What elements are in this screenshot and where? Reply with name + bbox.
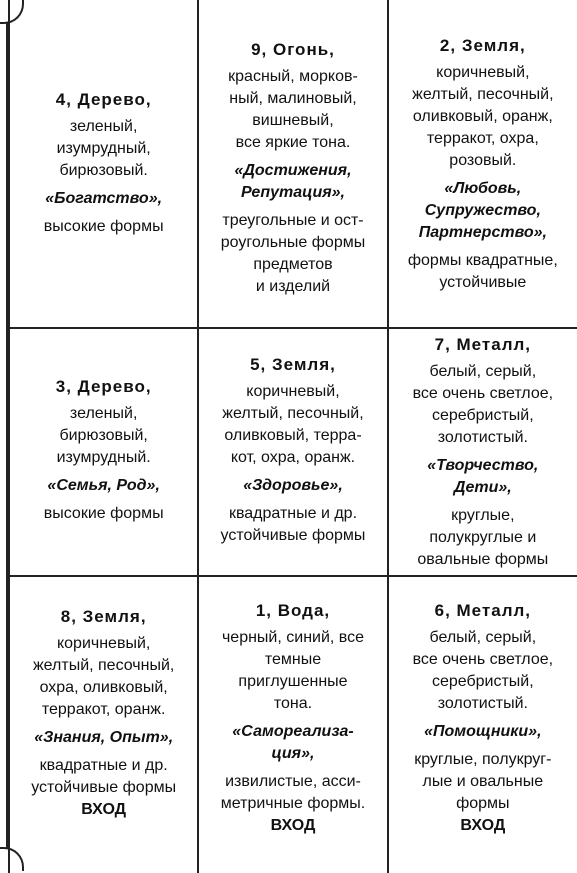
aspiration-line: Дети», [453, 479, 512, 496]
color-line: желтый, песочный, [222, 405, 364, 422]
sector-heading: 9, Огонь, [251, 40, 335, 59]
color-line: черный, синий, все [221, 629, 365, 646]
aspiration-block [427, 455, 538, 499]
color-line: терракот, оранж. [41, 701, 166, 718]
aspiration-line: ция», [271, 745, 315, 762]
shape-line: формы [456, 795, 510, 812]
color-line: ный, малиновый, [229, 90, 357, 107]
color-line: все яркие тона. [235, 134, 351, 151]
color-line: белый, серый, [429, 363, 537, 380]
sector-cell [9, 328, 198, 576]
shape-line: овальные формы [417, 551, 549, 568]
shape-line: полукруглые и [429, 529, 537, 546]
color-line: бирюзовый. [59, 162, 148, 179]
color-line: бирюзовый, [59, 427, 148, 444]
shape-line: высокие формы [43, 218, 164, 235]
aspiration-line: «Богатство», [45, 190, 163, 207]
aspiration-line: «Знания, Опыт», [34, 729, 174, 746]
aspiration-line: «Семья, Род», [47, 477, 160, 494]
sector-cell [388, 576, 577, 873]
shape-line: квадратные и др. [39, 757, 168, 774]
color-line: коричневый, [56, 635, 151, 652]
sector-content [203, 40, 382, 327]
shape-line: роугольные формы [220, 234, 366, 251]
shape-line: круглые, полукруг- [414, 751, 552, 768]
sector-heading: 3, Дерево, [55, 377, 152, 396]
sector-heading: 7, Металл, [434, 335, 532, 354]
shape-line: метричные формы. [220, 795, 366, 812]
color-line: зеленый, [69, 118, 138, 135]
shape-line: треугольные и ост- [222, 212, 364, 229]
aspiration-block [34, 727, 173, 749]
shape-line: предметов [253, 256, 333, 273]
color-line: охра, оливковый, [39, 679, 168, 696]
shape-line: извилистые, асси- [225, 773, 361, 790]
entrance-label: ВХОД [460, 817, 506, 834]
color-line: зеленый, [69, 405, 138, 422]
sector-heading: 2, Земля, [439, 36, 526, 55]
sector-content [14, 607, 193, 873]
color-line: изумрудный. [56, 449, 151, 466]
color-line: все очень светлое, [412, 651, 554, 668]
aspiration-block [47, 475, 159, 497]
color-line: терракот, охра, [426, 130, 539, 147]
sector-content [393, 335, 573, 575]
sector-cell [198, 328, 387, 576]
aspiration-line: «Здоровье», [243, 477, 343, 494]
color-line: коричневый, [436, 64, 530, 81]
color-line: красный, морков- [228, 68, 358, 85]
color-line: серебристый, [431, 407, 534, 424]
shape-line: устойчивые формы [220, 527, 366, 544]
aspiration-line: Партнерство», [418, 224, 547, 241]
aspiration-block [243, 475, 343, 497]
color-line: золотистый. [437, 695, 528, 712]
bagua-grid [8, 0, 577, 873]
sector-heading: 8, Земля, [60, 607, 147, 626]
entrance-label: ВХОД [81, 801, 127, 818]
sector-heading: 4, Дерево, [55, 90, 152, 109]
color-line: серебристый, [431, 673, 534, 690]
aspiration-line: «Помощники», [424, 723, 542, 740]
sector-content [14, 90, 193, 327]
shape-line: устойчивые формы [31, 779, 177, 796]
sector-content [203, 355, 382, 575]
aspiration-block [234, 160, 351, 204]
aspiration-block [232, 721, 353, 765]
aspiration-line: «Творчество, [427, 457, 539, 474]
color-line: розовый. [449, 152, 517, 169]
sector-content [203, 601, 382, 873]
sector-content [14, 377, 193, 575]
sector-cell [9, 0, 198, 328]
shape-line: квадратные и др. [228, 505, 358, 522]
sector-cell [198, 0, 387, 328]
color-line: коричневый, [246, 383, 340, 400]
color-line: кот, охра, оранж. [230, 449, 356, 466]
color-line: вишневый, [252, 112, 334, 129]
sector-heading: 6, Металл, [434, 601, 532, 620]
entrance-label: ВХОД [270, 817, 316, 834]
color-line: желтый, песочный, [32, 657, 175, 674]
aspiration-block [45, 188, 162, 210]
sector-cell [388, 328, 577, 576]
color-line: золотистый. [437, 429, 528, 446]
aspiration-line: Репутация», [240, 184, 345, 201]
color-line: оливковый, оранж, [412, 108, 553, 125]
color-line: желтый, песочный, [412, 86, 554, 103]
sector-heading: 1, Вода, [255, 601, 331, 620]
color-line: белый, серый, [429, 629, 537, 646]
aspiration-line: «Достижения, [234, 162, 352, 179]
page-edge [0, 0, 8, 871]
color-line: тона. [273, 695, 313, 712]
aspiration-line: Супружество, [424, 202, 541, 219]
color-line: оливковый, терра- [224, 427, 362, 444]
sector-heading: 5, Земля, [250, 355, 336, 374]
shape-line: лые и овальные [422, 773, 544, 790]
color-line: темные [264, 651, 322, 668]
shape-line: устойчивые [439, 274, 527, 291]
color-line: приглушенные [238, 673, 348, 690]
sector-cell [198, 576, 387, 873]
shape-line: высокие формы [43, 505, 164, 522]
sector-content [393, 601, 573, 873]
shape-line: круглые, [451, 507, 515, 524]
color-line: изумрудный, [56, 140, 151, 157]
sector-cell [388, 0, 577, 328]
shape-line: формы квадратные, [407, 252, 558, 269]
aspiration-block [424, 721, 541, 743]
aspiration-line: «Любовь, [444, 180, 522, 197]
color-line: все очень светлое, [412, 385, 554, 402]
sector-cell [9, 576, 198, 873]
aspiration-line: «Самореализа- [232, 723, 354, 740]
shape-line: и изделий [255, 278, 331, 295]
aspiration-block [419, 178, 547, 244]
sector-content [393, 36, 573, 327]
